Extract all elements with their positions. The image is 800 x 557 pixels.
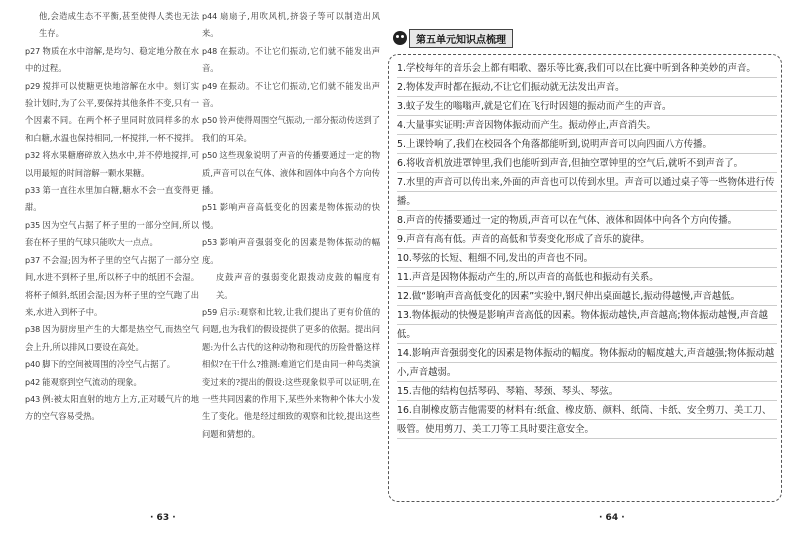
answer-text: 搅拌可以使糖更快地溶解在水中。刻订实验计划时,为了公平,要保持其他条件不变,只有一个因素不同。在两个杯子里同时放同样多的水和白糖,水温也保持相同,一杯搅拌,一杯不搅拌。 — [25, 80, 199, 143]
answer-entry — [202, 199, 380, 234]
answer-text: 启示:观察和比较,让我们提出了更有价值的问题,也为我们的假设提供了更多的依据。提出问题:为什么古代的这种动物和现代的历险骨骼这样相似?在干什么?推测:难道它们是由同一种鸟类演变过来的?提出的假设:这些现象似乎可以证明,在一些共同因素的作用下,某些外来物种个体大小发生了变化。他是经过细致的观察和比较,提出这些问题和猜想的。 — [202, 306, 380, 439]
answer-text: 他,会造成生态不平衡,甚至使得人类也无法生存。 — [39, 11, 199, 39]
answer-entry — [25, 182, 199, 217]
page-ref: p27 — [25, 46, 41, 56]
answer-text: 这些现象说明了声音的传播要通过一定的物质,声音可以在气体、液体和固体中向各个方向传播。 — [202, 150, 380, 196]
page-ref: p37 — [25, 255, 41, 265]
answer-text: 因为厨房里产生的大都是热空气,而热空气会上升,所以排风口要设在高处。 — [25, 324, 199, 352]
answer-text: 在振动。不让它们振动,它们就不能发出声音。 — [202, 80, 380, 109]
answer-text: 不会湿;因为杯子里的空气占据了一部分空间,水进不到杯子里,所以杯子中的纸团不会湿。将杯子倾斜,纸团会湿;因为杯子里的空气跑了出来,水进入到杯子中。 — [25, 254, 199, 317]
knowledge-point: 15.吉他的结构包括琴码、琴箱、琴颈、琴头、琴弦。 — [397, 386, 619, 397]
page-number: · 64 · — [599, 513, 625, 523]
answer-entry — [25, 147, 199, 182]
answer-entry — [202, 269, 380, 304]
knowledge-point: 14.影响声音强弱变化的因素是物体振动的幅度。物体振动的幅度越大,声音越强;物体振动越小,声音越弱。 — [397, 348, 775, 378]
knowledge-point: 2.物体发声时都在振动,不让它们振动就无法发出声音。 — [397, 82, 625, 93]
page-ref: p48 — [202, 46, 218, 56]
answer-entry — [25, 321, 199, 356]
section-title: 第五单元知识点梳理 — [409, 29, 513, 48]
answer-entry — [25, 374, 199, 391]
knowledge-point: 6.将收音机放进罩钟里,我们也能听到声音,但抽空罩钟里的空气后,就听不到声音了。 — [397, 158, 744, 169]
page-number: · 63 · — [150, 513, 176, 523]
answer-entry — [202, 78, 380, 113]
answer-text: 物质在水中溶解,是均匀、稳定地分散在水中的过程。 — [25, 45, 199, 74]
answer-text: 扇扇子,用吹风机,挤袋子等可以制造出风来。 — [202, 11, 380, 39]
answer-entry — [202, 43, 380, 78]
knowledge-point: 3.蚊子发生的嗡嗡声,就是它们在飞行时因翅的振动而产生的声音。 — [397, 101, 672, 112]
knowledge-point: 4.大量事实证明:声音因物体振动而产生。振动停止,声音消失。 — [397, 120, 656, 131]
knowledge-point: 1.学校每年的音乐会上都有唱歌、器乐等比赛,我们可以在比赛中听到各种美妙的声音。 — [397, 63, 756, 74]
page-ref: p38 — [25, 325, 41, 335]
knowledge-point: 5.上课铃响了,我们在校园各个角落都能听到,说明声音可以向四面八方传播。 — [397, 139, 712, 150]
page-ref: p35 — [25, 220, 41, 230]
page-ref: p40 — [25, 360, 41, 370]
page-ref: p51 — [202, 203, 218, 213]
answer-text: 皮鼓声音的强弱变化跟拨动皮鼓的幅度有关。 — [216, 272, 380, 300]
page-ref: p32 — [25, 151, 41, 161]
answer-text: 将水果糖磨碎放入热水中,并不停地搅拌,可以用最短的时间溶解一颗水果糖。 — [25, 150, 199, 178]
knowledge-point: 12.做“影响声音高低变化的因素”实验中,钢尺伸出桌面越长,振动得越慢,声音越低。 — [397, 291, 740, 302]
answer-text: 因为空气占据了杯子里的一部分空间,所以套在杯子里的气球只能吹大一点点。 — [25, 219, 199, 248]
answer-entry — [202, 8, 380, 43]
knowledge-list — [397, 59, 777, 439]
answer-text: 影响声音高低变化的因素是物体振动的快慢。 — [202, 202, 380, 230]
answer-column-2 — [202, 8, 380, 443]
knowledge-point: 13.物体振动的快慢是影响声音高低的因素。物体振动越快,声音越高;物体振动越慢,声音越低。 — [397, 310, 768, 340]
page-ref: p50 — [202, 151, 218, 161]
answer-entry — [25, 391, 199, 426]
answer-entry — [202, 304, 380, 443]
panda-icon — [393, 31, 407, 45]
knowledge-point: 10.琴弦的长短、粗细不同,发出的声音也不同。 — [397, 253, 594, 264]
page-ref: p59 — [202, 307, 218, 317]
answer-entry — [25, 8, 199, 43]
left-page — [0, 0, 386, 557]
answer-entry — [202, 234, 380, 269]
knowledge-point: 9.声音有高有低。声音的高低和节奏变化形成了音乐的旋律。 — [397, 234, 650, 245]
answer-text: 脚下的空间被周围的冷空气占据了。 — [42, 359, 176, 370]
knowledge-point: 8.声音的传播要通过一定的物质,声音可以在气体、液体和固体中向各个方向传播。 — [397, 215, 738, 226]
knowledge-point: 11.声音是因物体振动产生的,所以声音的高低也和振动有关系。 — [397, 272, 659, 283]
answer-entry — [202, 147, 380, 199]
answer-text: 影响声音强弱变化的因素是物体振动的幅度。 — [202, 237, 380, 265]
page-ref: p33 — [25, 186, 41, 196]
answer-text: 铃声使得周围空气振动,一部分振动传送到了我们的耳朵。 — [202, 115, 380, 143]
page-ref: p53 — [202, 238, 218, 248]
right-page — [386, 0, 800, 557]
answer-entry — [25, 43, 199, 78]
page-ref: p42 — [25, 377, 41, 387]
answer-column-1 — [25, 8, 199, 426]
notebook-frame — [388, 54, 782, 502]
page-ref: p43 — [25, 394, 41, 404]
answer-text: 第一直往水里加白糖,糖水不会一直变得更甜。 — [25, 185, 199, 213]
answer-entry — [25, 78, 199, 148]
knowledge-point: 7.水里的声音可以传出来,外面的声音也可以传到水里。声音可以通过桌子等一些物体进行传播。 — [397, 177, 775, 207]
answer-entry — [25, 356, 199, 373]
page-ref: p50 — [202, 116, 218, 126]
answer-entry — [202, 112, 380, 147]
section-banner — [393, 30, 513, 46]
answer-entry — [25, 252, 199, 322]
knowledge-point: 16.自制橡皮筋吉他需要的材料有:纸盒、橡皮筋、颜料、纸筒、卡纸、安全剪刀、美工刀、吸管。使用剪刀、美工刀等工具时要注意安全。 — [397, 405, 772, 435]
page-ref: p44 — [202, 12, 218, 21]
answer-entry — [25, 217, 199, 252]
answer-text: 例:被太阳直射的地方上方,正对暖气片的地方的空气容易受热。 — [25, 393, 199, 422]
answer-text: 在振动。不让它们振动,它们就不能发出声音。 — [202, 45, 380, 74]
page-ref: p49 — [202, 81, 218, 91]
answer-text: 能观察到空气流动的现象。 — [42, 376, 142, 387]
page-ref: p29 — [25, 81, 41, 91]
